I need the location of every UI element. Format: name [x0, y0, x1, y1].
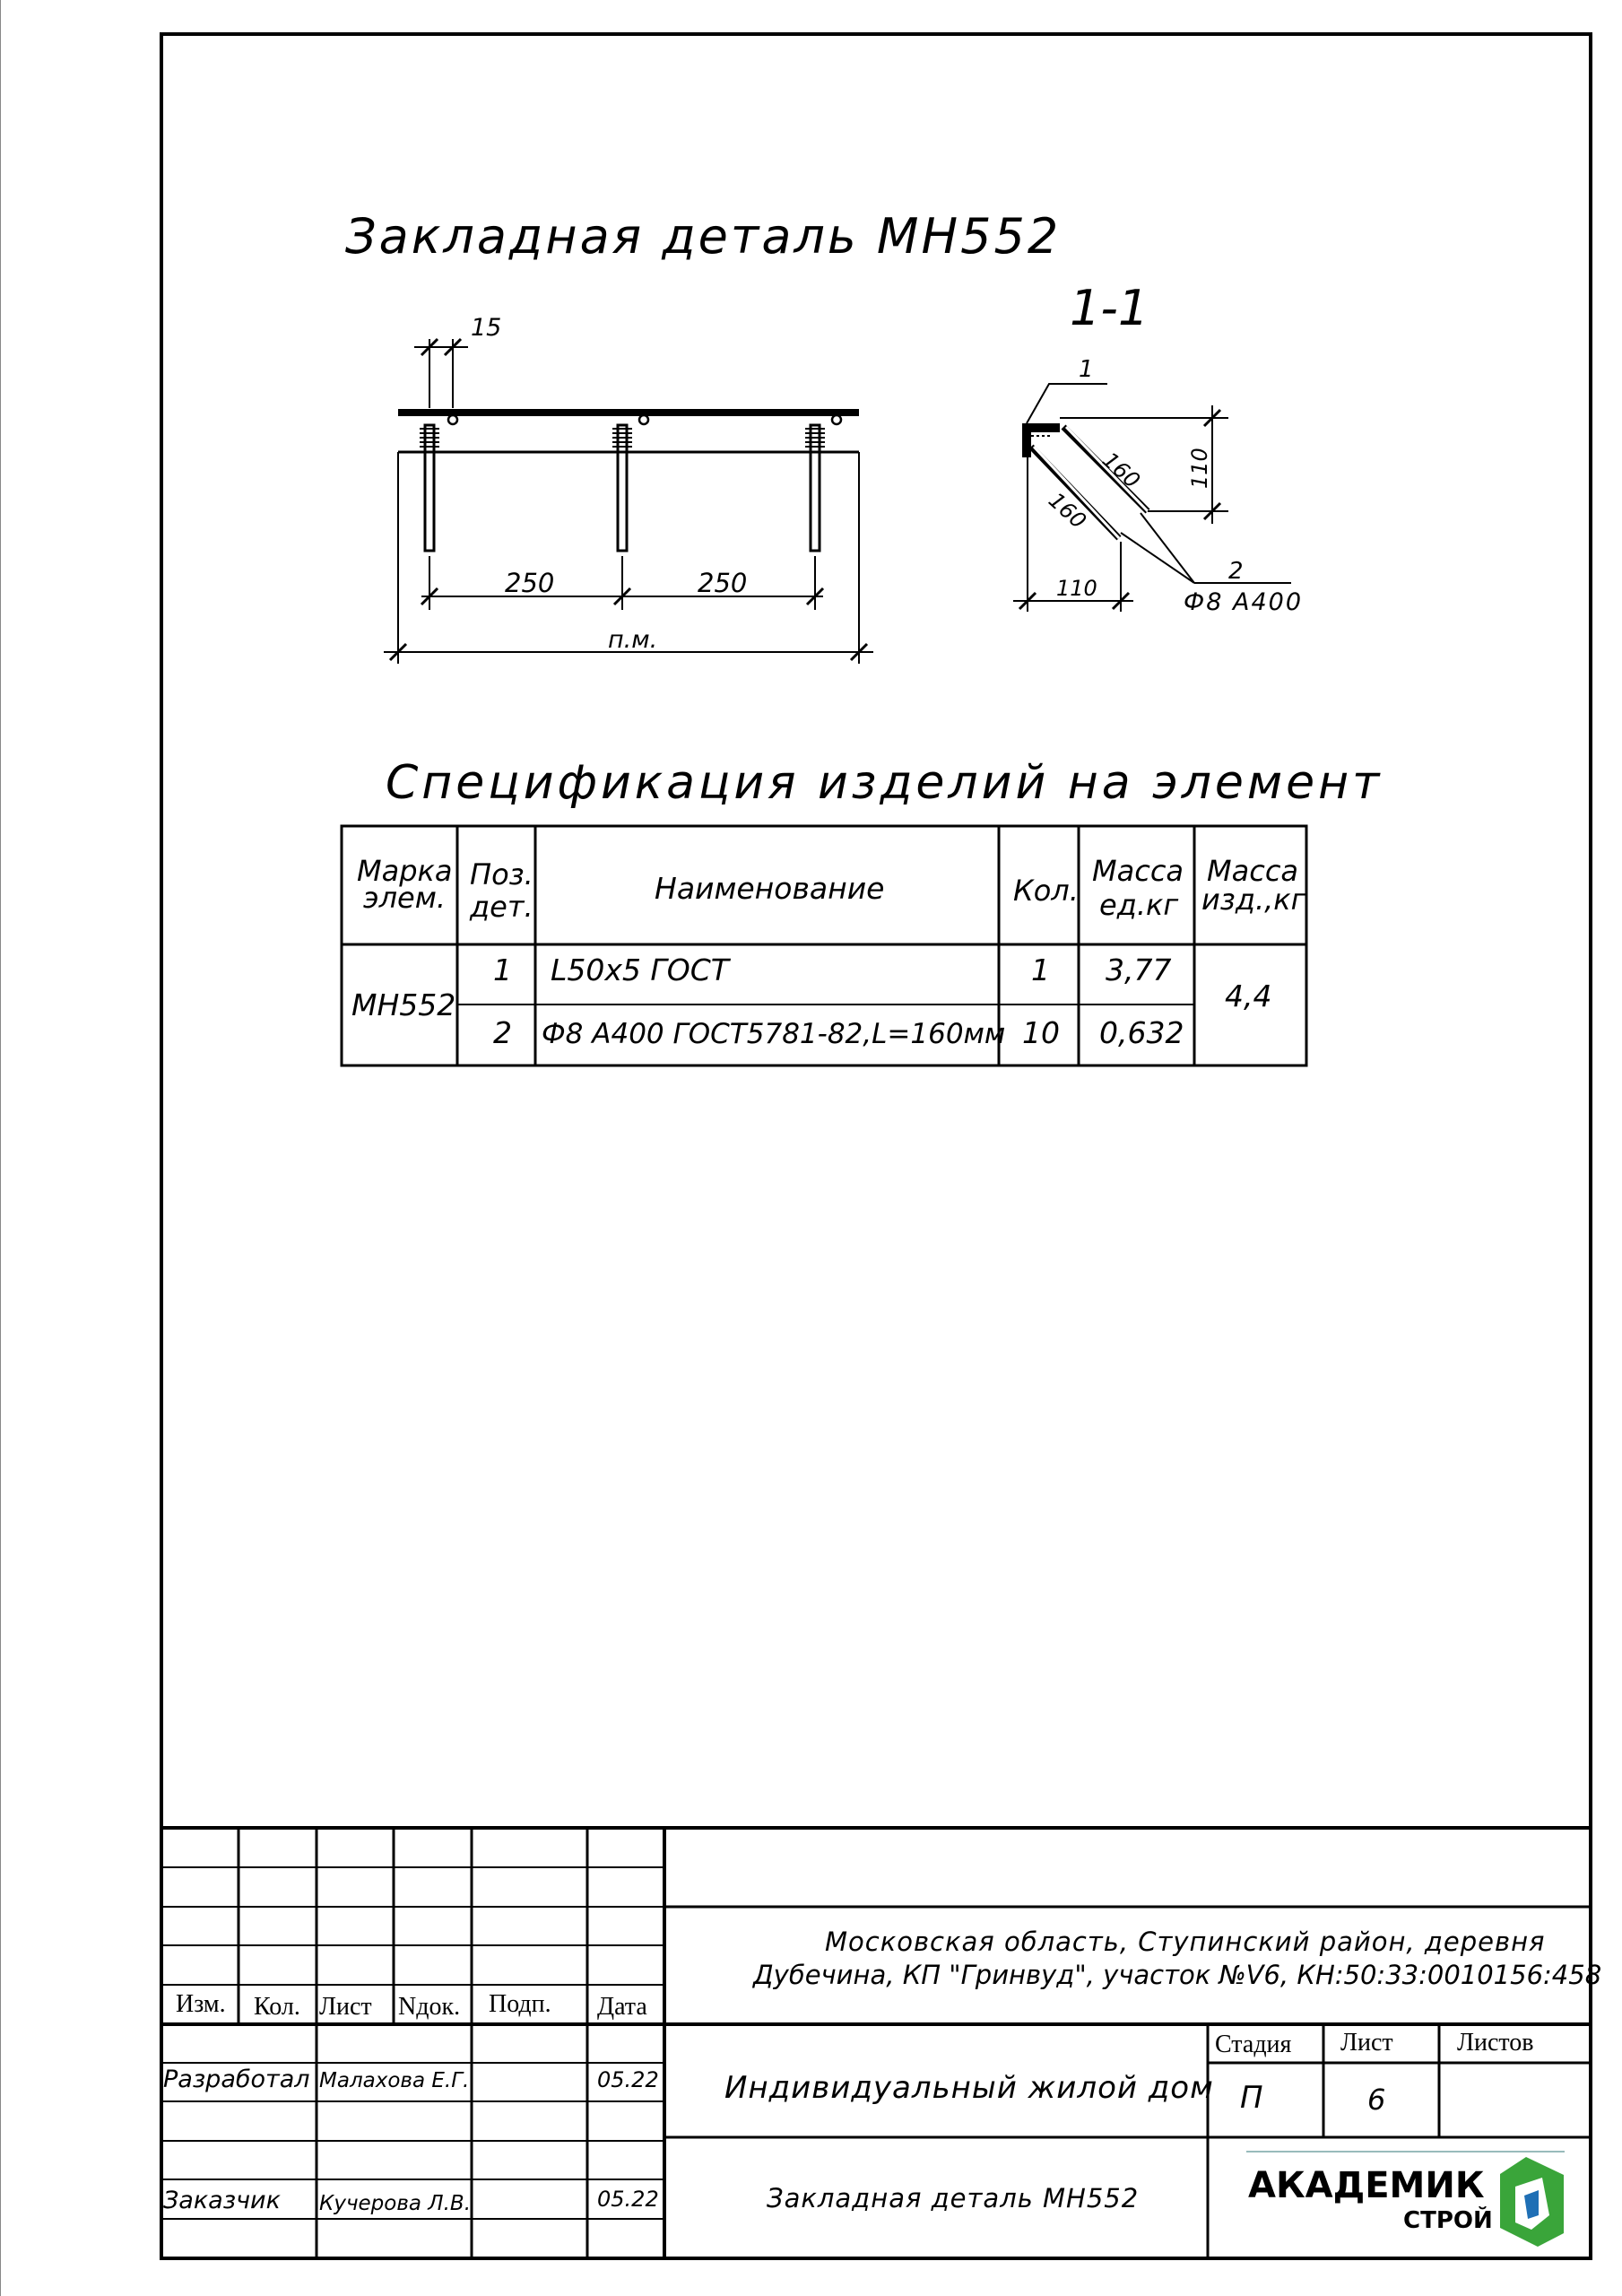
- anchor-bar: [612, 425, 632, 551]
- spec-row-pos: 1: [493, 952, 512, 987]
- spec-header-total-mass-1: Масса: [1207, 854, 1299, 888]
- company-logo: [1246, 2152, 1565, 2247]
- dim-text-250b: 250: [698, 568, 748, 598]
- tb-developed-date: 05.22: [597, 2067, 659, 2092]
- spec-row-unit-mass: 0,632: [1099, 1015, 1184, 1050]
- spec-total-mass: 4,4: [1225, 978, 1272, 1013]
- tb-stage-value: П: [1240, 2080, 1263, 2116]
- spec-header-pos-1: Поз.: [470, 857, 533, 891]
- tb-address-line1: Московская область, Ступинский район, деревня: [825, 1926, 1546, 1957]
- spec-header-name: Наименование: [655, 871, 885, 906]
- dim-text-160a: 160: [1097, 447, 1145, 494]
- angle-profile-horizontal: [1022, 423, 1060, 432]
- tb-col-kol: Кол.: [254, 1993, 300, 2021]
- tb-address-line2: Дубечина, КП "Гринвуд", участок №V6, КН:50:33:0010156:458: [753, 1960, 1602, 1990]
- tb-developed-label: Разработал: [163, 2066, 310, 2093]
- spec-header-unit-mass-2: ед.кг: [1099, 888, 1179, 922]
- spec-row-qty: 10: [1022, 1015, 1060, 1050]
- spec-header-total-mass-2: изд.,кг: [1201, 883, 1306, 917]
- dim-text-pm: п.м.: [608, 626, 658, 654]
- spec-header-mark-1: Марка: [357, 854, 453, 888]
- logo-text-bottom: СТРОЙ: [1403, 2207, 1493, 2234]
- logo-text-top: АКАДЕМИК: [1248, 2165, 1485, 2206]
- anchor-bar: [420, 425, 439, 551]
- tb-col-podp: Подп.: [489, 1990, 551, 2018]
- tb-col-izm: Изм.: [176, 1990, 226, 2018]
- tb-col-list: Лист: [319, 1993, 372, 2021]
- elevation-view: [384, 339, 873, 664]
- weld-mark: [448, 415, 457, 424]
- house-icon: [1500, 2157, 1564, 2247]
- tb-developed-name: Малахова Е.Г.: [319, 2069, 470, 2092]
- tb-col-data: Дата: [597, 1993, 647, 2021]
- spec-header-qty: Кол.: [1013, 874, 1079, 908]
- spec-row-qty: 1: [1031, 952, 1050, 987]
- anchor-bar: [805, 425, 825, 551]
- callout-pos1: 1: [1079, 356, 1094, 383]
- frame-border: [161, 34, 1591, 2258]
- table-row: [493, 952, 1171, 987]
- section-label: 1-1: [1070, 280, 1149, 336]
- dim-text-250a: 250: [505, 568, 555, 598]
- dimension-250-250: [421, 556, 823, 610]
- tb-col-ndok: Nдок.: [398, 1993, 461, 2021]
- spec-row-pos: 2: [493, 1015, 512, 1050]
- tb-customer-label: Заказчик: [163, 2187, 281, 2214]
- tb-sheet-label: Лист: [1340, 2029, 1393, 2057]
- spec-row-name: L50x5 ГОСТ: [551, 952, 729, 987]
- tb-stage-label: Стадия: [1215, 2031, 1292, 2058]
- table-row: [493, 1015, 1184, 1050]
- callout-pos2: 2: [1228, 558, 1244, 585]
- tb-sheet-value: 6: [1367, 2083, 1386, 2117]
- tb-sheet-title: Закладная деталь МН552: [767, 2183, 1140, 2213]
- drawing-title: Закладная деталь МН552: [345, 208, 1062, 265]
- tb-object-name: Индивидуальный жилой дом: [724, 2070, 1214, 2106]
- dimension-15: [414, 339, 468, 408]
- spec-row-name: Ф8 А400 ГОСТ5781-82,L=160мм: [542, 1018, 1006, 1050]
- dim-text-15: 15: [471, 314, 502, 342]
- callout-bar: Ф8 А400: [1184, 588, 1304, 616]
- weld-mark: [639, 415, 648, 424]
- tb-sheets-label: Листов: [1457, 2029, 1534, 2057]
- dim-text-110h: 110: [1056, 576, 1097, 601]
- tb-customer-name: Кучерова Л.В.: [319, 2192, 472, 2215]
- dim-text-160b: 160: [1043, 487, 1091, 535]
- spec-mark: МН552: [351, 987, 456, 1022]
- spec-header-mark-2: элем.: [363, 881, 447, 915]
- spec-header-unit-mass-1: Масса: [1092, 854, 1184, 888]
- tb-customer-date: 05.22: [597, 2187, 659, 2212]
- spec-row-unit-mass: 3,77: [1106, 952, 1172, 987]
- spec-title: Спецификация изделий на элемент: [386, 756, 1383, 810]
- weld-mark: [832, 415, 841, 424]
- dim-text-110v: 110: [1187, 448, 1212, 489]
- spec-header-pos-2: дет.: [470, 890, 533, 924]
